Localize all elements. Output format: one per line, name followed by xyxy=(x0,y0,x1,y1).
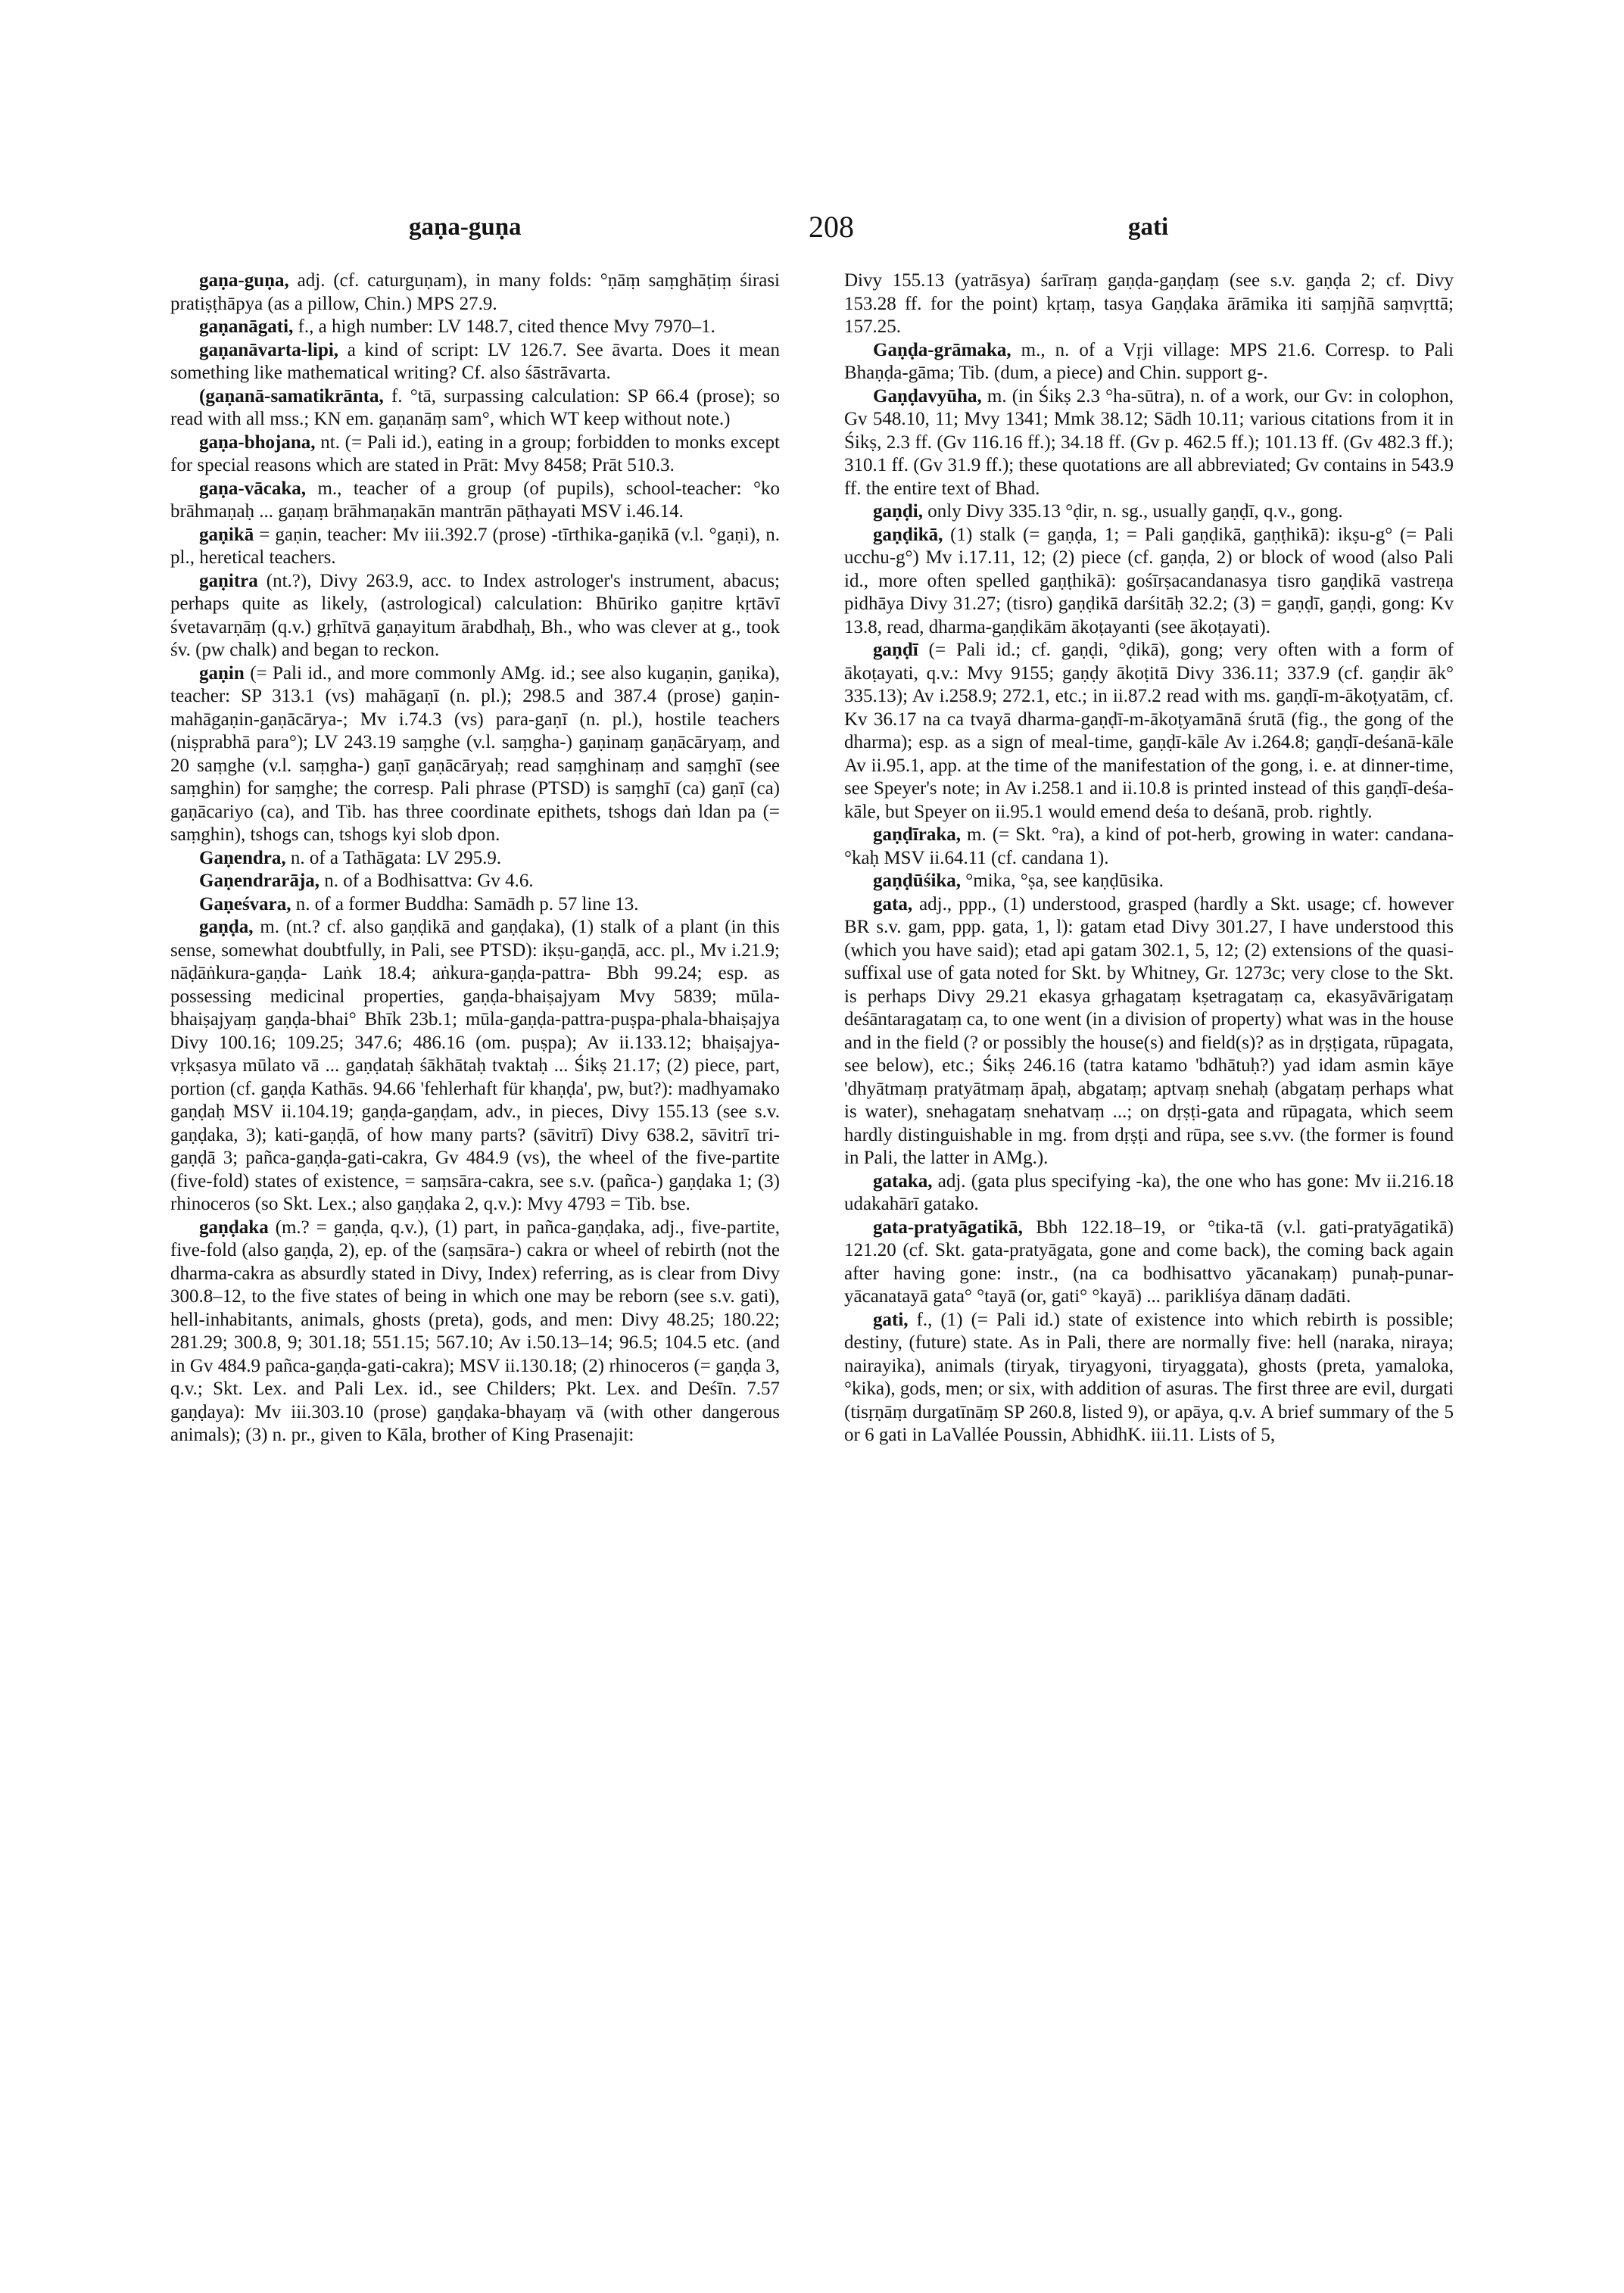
entry-text: m., n. of a Vṛji village: MPS 21.6. Corresp. to Pali Bhaṇḍa-gāma; Tib. (dum, a piece) and Chin. support g-. xyxy=(844,339,1454,383)
entry-text: m., teacher of a group (of pupils), school-teacher: °ko brāhmaṇaḥ ... gaṇaṃ brāhmaṇakān mantrān pāṭhayati MSV i.46.14. xyxy=(170,478,780,522)
entry-headword: gaṇḍaka xyxy=(199,1217,269,1238)
entry-headword: gaṇa-bhojana, xyxy=(199,431,316,453)
entry-headword: Gaṇeśvara, xyxy=(199,893,291,914)
entry-headword: gaṇitra xyxy=(199,570,258,591)
entry-text: n. of a Bodhisattva: Gv 4.6. xyxy=(320,871,534,891)
entry-text: f. °tā, surpassing calculation: SP 66.4 (prose); so read with all mss.; KN em. gaṇanāṃ sam°, which WT keep without note.) xyxy=(170,385,780,429)
dictionary-entry xyxy=(170,662,780,847)
entry-text: adj. (cf. caturguṇam), in many folds: °ṇāṃ saṃghāṭiṃ śirasi pratiṣṭhāpya (as a pillow, Chin.) MPS 27.9. xyxy=(170,270,780,314)
entry-headword: gaṇḍūśika, xyxy=(873,871,962,891)
dictionary-entry xyxy=(844,824,1454,870)
entry-headword: gataka, xyxy=(873,1170,933,1192)
dictionary-entry xyxy=(844,269,1454,339)
dictionary-entry xyxy=(170,1217,780,1447)
dictionary-entry xyxy=(844,893,1454,1170)
right-column xyxy=(844,269,1454,2268)
dictionary-entry xyxy=(844,1170,1454,1217)
entry-headword: gaṇḍikā, xyxy=(873,524,943,545)
dictionary-entry xyxy=(170,893,780,917)
entry-headword: gaṇḍī xyxy=(873,640,918,660)
entry-headword: gaṇḍīraka, xyxy=(873,824,962,845)
dictionary-entry xyxy=(170,870,780,893)
entry-text: Divy 155.13 (yatrāsya) śarīraṃ gaṇḍa-gaṇḍaṃ (see s.v. gaṇḍa 2; cf. Divy 153.28 ff. for the point) kṛtaṃ, tasya Gaṇḍaka ārāmika iti saṃjñā saṃvṛttā; 157.25. xyxy=(844,270,1454,337)
entry-headword: Gaṇendra, xyxy=(199,847,286,868)
entry-headword: gaṇḍi, xyxy=(873,501,924,522)
entry-text: (= Pali id., and more commonly AMg. id.; see also kugaṇin, gaṇika), teacher: SP 313.1 (vs) mahāgaṇī (n. pl.); 298.5 and 387.4 (prose) gaṇin- mahāgaṇin-gaṇācārya-; Mv i.74.3 (vs) para-gaṇī (n. pl.), hostile teachers (niṣprabhā para°); LV 243.19 saṃghe (v.l. saṃgha-) gaṇinaṃ gaṇācāryaṃ, and 20 saṃghe (v.l. saṃgha-) gaṇī gaṇācāryaḥ; read saṃghinaṃ and saṃghī (see saṃghin) for saṃghe; the corresp. Pali phrase (PTSD) is saṃghī (ca) gaṇī (ca) gaṇācariyo (ca), and Tib. has three coordinate epithets, tshogs daṅ ldan pa (= saṃghin), tshogs can, tshogs kyi slob dpon. xyxy=(170,662,780,845)
dictionary-entry xyxy=(844,870,1454,893)
entry-headword: Gaṇendrarāja, xyxy=(199,871,320,891)
entry-headword: (gaṇanā-samatikrānta, xyxy=(199,385,384,407)
entry-text: f., (1) (= Pali id.) state of existence into which rebirth is possible; destiny, (future) state. As in Pali, there are normally five: hell (naraka, niraya; nairayika), animals (tiryak, tiryagyoni, tiryaggata), ghosts (preta, yamaloka, °kika), gods, men; or six, with addition of asuras. The first three are evil, durgati (tisṛṇāṃ durgatīnāṃ SP 260.8, listed 9), or apāya, q.v. A brief summary of the 5 or 6 gati in LaVallée Poussin, AbhidhK. iii.11. Lists of 5, xyxy=(844,1309,1454,1445)
entry-text: m. (in Śikṣ 2.3 °ha-sūtra), n. of a work, our Gv: in colophon, Gv 548.10, 11; Mvy 1341; Mmk 38.12; Sādh 10.11; various citations from it in Śikṣ, 2.3 ff. (Gv 116.16 ff.); 34.18 ff. (Gv p. 462.5 ff.); 101.13 ff. (Gv 482.3 ff.); 310.1 ff. (Gv 31.9 ff.); these quotations are all abbreviated; Gv contains in 543.9 ff. the entire text of Bhad. xyxy=(844,385,1454,499)
entry-headword: gata-pratyāgatikā, xyxy=(873,1217,1023,1238)
left-column xyxy=(170,269,780,2268)
page-header xyxy=(0,209,1624,254)
entry-headword: gaṇa-vācaka, xyxy=(199,478,306,499)
entry-headword: gaṇanāvarta-lipi, xyxy=(199,339,339,360)
dictionary-entry xyxy=(170,916,780,1217)
dictionary-entry xyxy=(844,500,1454,524)
entry-headword: gaṇin xyxy=(199,662,245,684)
entry-text: only Divy 335.13 °ḍir, n. sg., usually gaṇḍī, q.v., gong. xyxy=(923,501,1343,522)
dictionary-entry xyxy=(170,339,780,385)
entry-text: adj., ppp., (1) understood, grasped (hardly a Skt. usage; cf. however BR s.v. gam, ppp. gata, 1, l): gatam etad Divy 301.27, I have understood this (which you have said); etad api gatam 302.1, 5, 12; (2) extensions of the quasi-suffixal use of gata noted for Skt. by Whitney, Gr. 1273c; very close to the Skt. is perhaps Divy 29.21 ekasya gṛhagataṃ kṣetragataṃ ca, ekasyāvārigataṃ deśāntaragataṃ ca, to one went (in a division of property) what was in the house and in the field (? or possibly the house(s) and field(s)? as in dṛṣṭigata, rūpagata, see below), etc.; Śikṣ 246.16 (tatra katamo 'bdhātuḥ?) yad idam asmin kāye 'dhyātmaṃ pratyātmaṃ āpaḥ, abgataṃ; aptvaṃ snehaḥ (abgataṃ perhaps what is water), snehagataṃ snehatvaṃ ...; on dṛṣṭi-gata and rūpagata, which seem hardly distinguishable in mg. from dṛṣṭi and rūpa, see s.vv. (the former is found in Pali, the latter in AMg.). xyxy=(844,893,1454,1168)
entry-text: n. of a former Buddha: Samādh p. 57 line 13. xyxy=(291,893,639,914)
dictionary-entry xyxy=(844,339,1454,385)
dictionary-entry xyxy=(170,524,780,570)
dictionary-entry xyxy=(844,1309,1454,1447)
dictionary-entry xyxy=(844,385,1454,501)
dictionary-entry xyxy=(170,847,780,871)
entry-text: f., a high number: LV 148.7, cited thence Mvy 7970–1. xyxy=(293,316,715,337)
entry-text: a kind of script: LV 126.7. See āvarta. Does it mean something like mathematical writing? Cf. also śāstrāvarta. xyxy=(170,339,780,383)
dictionary-entry xyxy=(170,570,780,662)
entry-text: °mika, °ṣa, see kaṇḍūsika. xyxy=(961,871,1164,891)
dictionary-entry xyxy=(170,316,780,339)
entry-headword: gaṇikā xyxy=(199,524,254,545)
dictionary-entry xyxy=(170,478,780,524)
entry-headword: gaṇḍa, xyxy=(199,917,254,937)
entry-headword: Gaṇḍavyūha, xyxy=(873,385,982,407)
entry-text: = gaṇin, teacher: Mv iii.392.7 (prose) -tīrthika-gaṇikā (v.l. °gaṇi), n. pl., heretical teachers. xyxy=(170,524,780,568)
entry-headword: gaṇanāgati, xyxy=(199,316,294,337)
dictionary-entry xyxy=(844,639,1454,824)
right-running-head: gati xyxy=(1128,213,1169,241)
entry-text: adj. (gata plus specifying -ka), the one who has gone: Mv ii.216.18 udakahārī gatako. xyxy=(844,1170,1454,1214)
entry-text: nt. (= Pali id.), eating in a group; forbidden to monks except for special reasons which are stated in Prāt: Mvy 8458; Prāt 510.3. xyxy=(170,431,780,475)
dictionary-entry xyxy=(170,385,780,431)
left-running-head: gaṇa-guṇa xyxy=(409,213,522,241)
entry-headword: gaṇa-guṇa, xyxy=(199,270,289,291)
entry-text: m. (= Skt. °ra), a kind of pot-herb, growing in water: candana-°kaḥ MSV ii.64.11 (cf. candana 1). xyxy=(844,824,1454,868)
entry-text: (m.? = gaṇḍa, q.v.), (1) part, in pañca-gaṇḍaka, adj., five-partite, five-fold (also gaṇḍa, 2), ep. of the (saṃsāra-) cakra or wheel of rebirth (not the dharma-cakra as absurdly stated in Divy, Index) referring, as is clear from Divy 300.8–12, to the five states of being in which one may be reborn (see s.v. gati), hell-inhabitants, animals, ghosts (preta), gods, and men: Divy 48.25; 180.22; 281.29; 300.8, 9; 301.18; 551.15; 567.10; Av i.50.13–14; 96.5; 104.5 etc. (and in Gv 484.9 pañca-gaṇḍa-gati-cakra); MSV ii.130.18; (2) rhinoceros (= gaṇḍa 3, q.v.; Skt. Lex. and Pali Lex. id., see Childers; Pkt. Lex. and Deśīn. 7.57 gaṇḍaya): Mv iii.303.10 (prose) gaṇḍaka-bhayaṃ vā (with other dangerous animals); (3) n. pr., given to Kāla, brother of King Prasenajit: xyxy=(170,1217,780,1445)
entry-headword: gati, xyxy=(873,1309,909,1330)
dictionary-entry xyxy=(170,269,780,316)
entry-text: (1) stalk (= gaṇḍa, 1; = Pali gaṇḍikā, gaṇṭhikā): ikṣu-g° (= Pali ucchu-g°) Mv i.17.11, 12; (2) piece (cf. gaṇḍa, 2) or block of wood (also Pali id., more often spelled gaṇṭhikā): gośīrṣacandanasya tisro gaṇḍikā vastreṇa pidhāya Divy 31.27; (tisro) gaṇḍikā darśitāḥ 32.2; (3) = gaṇḍī, gaṇḍi, gong: Kv 13.8, read, dharma-gaṇḍikām ākoṭayanti (see ākoṭayati). xyxy=(844,524,1454,637)
dictionary-entry xyxy=(844,1217,1454,1309)
page-number: 208 xyxy=(809,210,854,244)
dictionary-entry xyxy=(844,524,1454,640)
dictionary-entry xyxy=(170,431,780,478)
entry-headword: gata, xyxy=(873,893,913,914)
entry-text: m. (nt.? cf. also gaṇḍikā and gaṇḍaka), (1) stalk of a plant (in this sense, somewhat doubtfully, in Pali, see PTSD): ikṣu-gaṇḍā, acc. pl., Mv i.21.9; nāḍāṅkura-gaṇḍa- Laṅk 18.4; aṅkura-gaṇḍa-pattra- Bbh 99.24; esp. as possessing medicinal properties, gaṇḍa-bhaiṣajyam Mvy 5839; mūla-bhaiṣajyaṃ gaṇḍa-bhai° Bhīk 23b.1; mūla-gaṇḍa-pattra-puṣpa-phala-bhaiṣajya Divy 100.16; 109.25; 347.6; 486.16 (om. puṣpa); Av ii.133.12; bhaiṣajya-vṛkṣasya mūlato vā ... gaṇḍataḥ śākhātaḥ tvaktaḥ ... Śikṣ 21.17; (2) piece, part, portion (cf. gaṇḍa Kathās. 94.66 'fehlerhaft für khaṇḍa', pw, but?): madhyamako gaṇḍaḥ MSV ii.104.19; gaṇḍa-gaṇḍam, adv., in pieces, Divy 155.13 (see s.v. gaṇḍaka, 3); kati-gaṇḍā, of how many parts? (sāvitrī) Divy 638.2, sāvitrī tri-gaṇḍā 3; pañca-gaṇḍa-gati-cakra, Gv 484.9 (vs), the wheel of the five-partite (five-fold) states of existence, = saṃsāra-cakra, see s.v. (pañca-) gaṇḍaka 1; (3) rhinoceros (so Skt. Lex.; also gaṇḍaka 2, q.v.): Mvy 4793 = Tib. bse. xyxy=(170,917,780,1214)
entry-text: Bbh 122.18–19, or °tika-tā (v.l. gati-pratyāgatikā) 121.20 (cf. Skt. gata-pratyāgata, gone and come back), the coming back again after having gone: instr., (na ca bodhisattvo yācanakaṃ) punaḥ-punar-yācanatayā gata° °tayā (or, gati° °kayā) ... parikliśya dānaṃ dadāti. xyxy=(844,1217,1454,1307)
entry-text: (= Pali id.; cf. gaṇḍi, °ḍikā), gong; very often with a form of ākoṭayati, q.v.: Mvy 9155; gaṇḍy ākoṭitā Divy 336.11; 337.9 (cf. gaṇḍir āk° 335.13); Av i.258.9; 272.1, etc.; in ii.87.2 read with ms. gaṇḍī-m-ākoṭyatām, cf. Kv 36.17 na ca tvayā dharma-gaṇḍī-m-ākoṭyamānā śrutā (fig., the gong of the dharma); esp. as a sign of meal-time, gaṇḍī-kāle Av i.264.8; gaṇḍī-deśanā-kāle Av ii.95.1, app. at the time of the manifestation of the gong, i. e. at dinner-time, see Speyer's note; in Av i.258.1 and ii.10.8 is printed instead of this gaṇḍī-deśa-kāle, but Speyer on ii.95.1 would emend deśa to deśanā, prob. rightly. xyxy=(844,640,1454,822)
entry-text: n. of a Tathāgata: LV 295.9. xyxy=(285,847,502,868)
entry-text: (nt.?), Divy 263.9, acc. to Index astrologer's instrument, abacus; perhaps quite as likely, (astrological) calculation: Bhūriko gaṇitre kṛtāvī śvetavarṇāṃ (q.v.) gṛhītvā gaṇayitum ārabdhaḥ, Bh., who was clever at g., took śv. (pw chalk) and began to reckon. xyxy=(170,570,780,660)
entry-headword: Gaṇḍa-grāmaka, xyxy=(873,339,1011,360)
